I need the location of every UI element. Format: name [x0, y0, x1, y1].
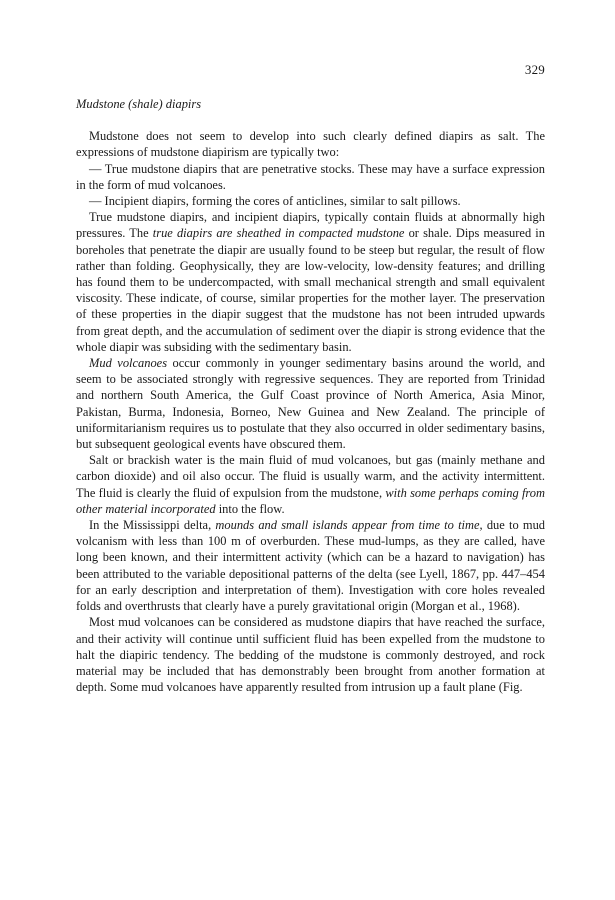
italic-span: with some perhaps coming from other material incorporated [76, 485, 545, 516]
text-span: Salt or brackish water is the main fluid of mud volcanoes, but gas (mainly methane and carbon dioxide) and oil also occur. The fluid is usually warm, and the activity intermittent. The fluid is clearly the fluid of expulsion from the mudstone, [76, 453, 545, 500]
text-span: occur commonly in younger sedimentary basins around the world, and seem to be associated strongly with regressive sequences. They are reported from Trinidad and northern South America, the Gulf Coast province of North America, Asia Minor, Pakistan, Burma, Indonesia, Borneo, New Guinea and New Zealand. The principle of uniformitarianism requires us to postulate that they also occurred in older sedimentary basins, but subsequent geological events have obscured them. [76, 356, 545, 452]
list-item-true-diapirs: — True mudstone diapirs that are penetrative stocks. These may have a surface expression in the form of mud volcanoes. [76, 161, 545, 192]
page-body [76, 96, 545, 695]
paragraph-mississippi-delta [76, 517, 545, 614]
italic-term: Mud volcanoes [89, 356, 168, 371]
italic-span: true diapirs are sheathed in compacted mudstone [152, 226, 405, 241]
text-span: or shale. Dips measured in boreholes that penetrate the diapir are usually found to be steep but regular, the result of flow rather than folding. Geophysically, they are low-velocity, low-density features; and drilling has found them to be undercompacted, with small mechanical strength and small equivalent viscosity. These indicate, of course, similar properties for the mother layer. The preservation of these properties in the diapir suggest that the mudstone has not been intruded upwards from great depth, and the accumulation of sediment over the diapir is strong evidence that the whole diapir was subsiding with the sedimentary basin. [76, 226, 545, 354]
paragraph-mud-volcanoes [76, 355, 545, 452]
paragraph-diapir-properties [76, 209, 545, 355]
section-heading: Mudstone (shale) diapirs [76, 97, 202, 111]
text-span: In the Mississippi delta, [89, 518, 216, 533]
italic-span: mounds and small islands appear from time to time, [215, 518, 483, 533]
paragraph-intro: Mudstone does not seem to develop into such clearly defined diapirs as salt. The expressions of mudstone diapirism are typically two: [76, 129, 545, 160]
paragraph-fluids [76, 452, 545, 517]
paragraph-conclusion: Most mud volcanoes can be considered as mudstone diapirs that have reached the surface, and their activity will continue until sufficient fluid has been expelled from the mudstone to halt the diapiric tendency. The bedding of the mudstone is commonly destroyed, and rock material may be included that has demonstrably been brought from another formation at depth. Some mud volcanoes have apparently resulted from intrusion up a fault plane (Fig. [76, 615, 545, 695]
text-span: True mudstone diapirs, and incipient diapirs, typically contain fluids at abnormally high pressures. The [76, 210, 545, 241]
text-span: due to mud volcanism with less than 100 m of overburden. These mud-lumps, as they are called, have long been known, and their intermittent activity (which can be a hazard to navigation) has been attributed to the variable depositional patterns of the delta (see Lyell, 1867, pp. 447–454 for an early description and interpretation of them). Investigation with core holes revealed folds and overthrusts that clearly have a purely gravitational origin (Morgan et al., 1968). [76, 518, 546, 614]
text-span: into the flow. [215, 501, 285, 516]
list-item-incipient-diapirs: — Incipient diapirs, forming the cores of anticlines, similar to salt pillows. [89, 194, 461, 209]
page-number: 329 [524, 62, 545, 77]
